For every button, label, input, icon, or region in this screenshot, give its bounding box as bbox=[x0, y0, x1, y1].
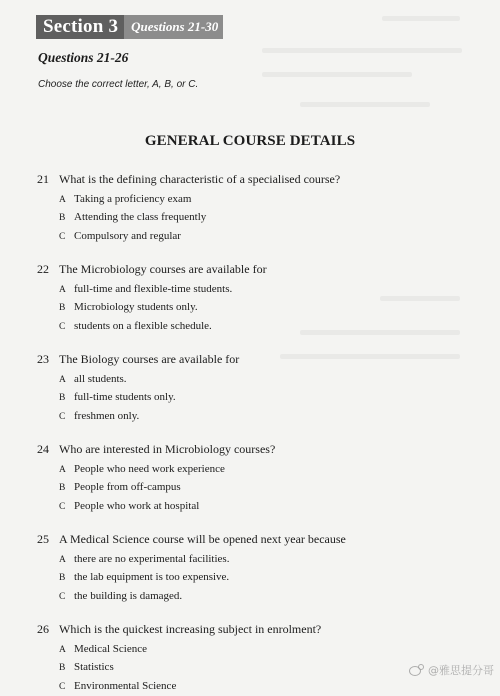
option-text: People who need work experience bbox=[74, 463, 225, 475]
section-title: Section 3 bbox=[36, 15, 124, 39]
option-letter: B bbox=[59, 393, 66, 404]
option-text: full-time students only. bbox=[74, 391, 176, 404]
instruction: Choose the correct letter, A, B, or C. bbox=[38, 79, 199, 90]
bleed-through bbox=[382, 16, 460, 21]
bleed-through bbox=[262, 72, 412, 77]
option-text: Medical Science bbox=[74, 643, 147, 655]
question-23 bbox=[37, 352, 477, 426]
option-a[interactable] bbox=[37, 551, 477, 569]
option-letter: B bbox=[59, 213, 66, 224]
option-text: there are no experimental facilities. bbox=[74, 553, 230, 565]
option-b[interactable] bbox=[37, 569, 477, 587]
option-a[interactable] bbox=[37, 371, 477, 389]
option-letter: C bbox=[59, 411, 66, 422]
option-letter: A bbox=[59, 285, 66, 295]
question-number: 24 bbox=[37, 442, 49, 456]
option-text: students on a flexible schedule. bbox=[74, 319, 212, 332]
bleed-through bbox=[262, 48, 462, 53]
option-letter: A bbox=[59, 465, 66, 475]
option-text: freshmen only. bbox=[74, 409, 140, 422]
option-c[interactable] bbox=[37, 498, 477, 516]
question-text: Who are interested in Microbiology courses? bbox=[59, 442, 276, 456]
section-header bbox=[36, 15, 223, 39]
option-letter: C bbox=[59, 231, 66, 242]
bleed-through bbox=[300, 102, 430, 107]
question-number: 26 bbox=[37, 622, 49, 636]
option-letter: C bbox=[59, 591, 66, 602]
option-letter: B bbox=[59, 573, 66, 584]
option-c[interactable] bbox=[37, 318, 477, 336]
option-text: full-time and flexible-time students. bbox=[74, 283, 233, 295]
watermark bbox=[409, 662, 494, 678]
option-a[interactable] bbox=[37, 191, 477, 209]
option-letter: A bbox=[59, 375, 66, 385]
question-text: A Medical Science course will be opened next year because bbox=[59, 532, 346, 546]
option-text: Statistics bbox=[74, 661, 114, 674]
question-group-title: Questions 21-26 bbox=[38, 50, 129, 65]
option-text: Microbiology students only. bbox=[74, 301, 198, 314]
option-letter: C bbox=[59, 681, 66, 692]
option-c[interactable] bbox=[37, 588, 477, 606]
section-range: Questions 21-30 bbox=[124, 15, 223, 39]
option-letter: B bbox=[59, 663, 66, 674]
question-24 bbox=[37, 442, 477, 516]
option-c[interactable] bbox=[37, 678, 477, 696]
option-a[interactable] bbox=[37, 461, 477, 479]
option-letter: B bbox=[59, 483, 66, 494]
question-21 bbox=[37, 172, 477, 246]
option-b[interactable] bbox=[37, 209, 477, 227]
option-c[interactable] bbox=[37, 228, 477, 246]
option-text: People from off-campus bbox=[74, 481, 181, 494]
course-heading: GENERAL COURSE DETAILS bbox=[144, 133, 356, 149]
weibo-logo-icon bbox=[409, 664, 425, 676]
question-25 bbox=[37, 532, 477, 606]
option-b[interactable] bbox=[37, 389, 477, 407]
question-26 bbox=[37, 622, 477, 696]
option-letter: A bbox=[59, 555, 66, 565]
question-number: 21 bbox=[37, 172, 49, 186]
question-number: 25 bbox=[37, 532, 49, 546]
question-number: 22 bbox=[37, 262, 49, 276]
option-letter: B bbox=[59, 303, 66, 314]
option-text: the lab equipment is too expensive. bbox=[74, 571, 230, 584]
option-text: Attending the class frequently bbox=[74, 211, 207, 224]
option-letter: C bbox=[59, 321, 66, 332]
question-22 bbox=[37, 262, 477, 336]
option-a[interactable] bbox=[37, 281, 477, 299]
question-number: 23 bbox=[37, 352, 49, 366]
option-letter: A bbox=[59, 195, 66, 205]
option-text: People who work at hospital bbox=[74, 499, 200, 512]
option-letter: C bbox=[59, 501, 66, 512]
question-text: The Microbiology courses are available for bbox=[59, 262, 267, 276]
option-letter: A bbox=[59, 645, 66, 655]
option-text: Environmental Science bbox=[74, 679, 177, 692]
option-text: the building is damaged. bbox=[74, 589, 183, 602]
question-text: The Biology courses are available for bbox=[59, 352, 240, 366]
watermark-text: @雅思提分哥 bbox=[428, 664, 494, 677]
option-c[interactable] bbox=[37, 408, 477, 426]
question-text: Which is the quickest increasing subject in enrolment? bbox=[59, 622, 322, 636]
option-text: Compulsory and regular bbox=[74, 229, 181, 242]
option-text: Taking a proficiency exam bbox=[74, 193, 192, 205]
option-b[interactable] bbox=[37, 299, 477, 317]
option-b[interactable] bbox=[37, 479, 477, 497]
question-text: What is the defining characteristic of a specialised course? bbox=[59, 172, 341, 186]
option-text: all students. bbox=[74, 373, 127, 385]
option-a[interactable] bbox=[37, 641, 477, 659]
